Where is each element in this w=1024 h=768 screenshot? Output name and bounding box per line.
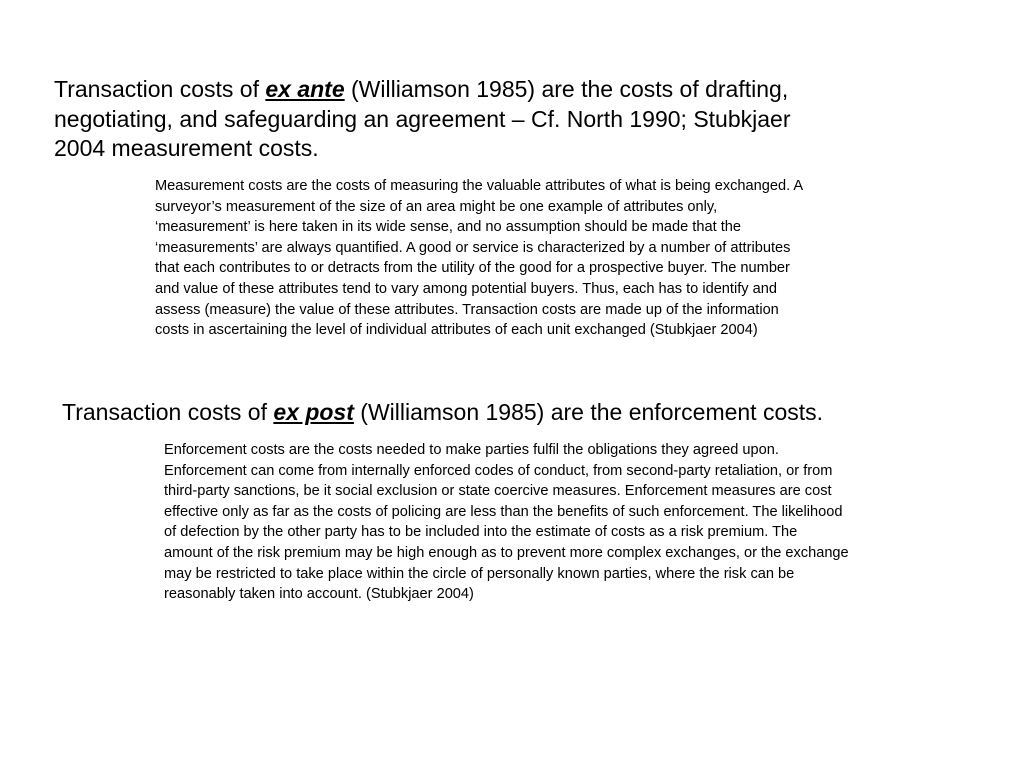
ex-post-heading-line-1 [62,398,962,428]
paragraph-line: assess (measure) the value of these attributes. Transaction costs are made up of the information [155,301,779,318]
paragraph-line: ‘measurement’ is here taken in its wide sense, and no assumption should be made that the [155,219,741,236]
measurement-costs-paragraph [155,176,920,341]
paragraph-line: Enforcement can come from internally enforced codes of conduct, from second-party retaliation, or from [164,462,833,479]
ex-ante-heading-line-2: negotiating, and safeguarding an agreement – Cf. North 1990; Stubkjaer [54,105,791,132]
enforcement-costs-paragraph [164,440,969,605]
paragraph-line: and value of these attributes tend to vary among potential buyers. Thus, each has to identify and [155,280,777,297]
ex-ante-heading-line-3: 2004 measurement costs. [54,135,319,161]
ex-ante-heading-line-1 [54,75,904,105]
paragraph-line: Enforcement costs are the costs needed to make parties fulfil the obligations they agreed upon. [164,442,779,458]
paragraph-line: amount of the risk premium may be high enough as to prevent more complex exchanges, or the exchange [164,544,849,561]
paragraph-line: that each contributes to or detracts from the utility of the good for a prospective buyer. The number [155,260,790,277]
ex-ante-heading [54,75,904,164]
ex-ante-heading-suffix: (Williamson 1985) are the costs of drafting, [344,76,789,102]
paragraph-line: costs in ascertaining the level of individual attributes of each unit exchanged (Stubkjaer 2004) [155,322,758,339]
ex-ante-term: ex ante [265,76,345,102]
paragraph-line: Measurement costs are the costs of measuring the valuable attributes of what is being exchanged. A [155,178,804,194]
paragraph-line: effective only as far as the costs of policing are less than the benefits of such enforcement. The likelihood [164,503,843,520]
ex-ante-heading-prefix: Transaction costs of [54,76,266,102]
ex-post-heading-prefix: Transaction costs of [62,399,274,425]
paragraph-line: reasonably taken into account. (Stubkjaer 2004) [164,586,474,603]
paragraph-line: surveyor’s measurement of the size of an area might be one example of attributes only, [155,198,718,215]
ex-post-heading-suffix: (Williamson 1985) are the enforcement costs. [353,399,824,425]
paragraph-line: ‘measurements’ are always quantified. A good or service is characterized by a number of attributes [155,239,791,256]
ex-post-term: ex post [273,399,354,425]
paragraph-line: of defection by the other party has to be included into the estimate of costs as a risk premium. The [164,524,798,541]
paragraph-line: third-party sanctions, be it social exclusion or state coercive measures. Enforcement measures are cost [164,483,832,500]
paragraph-line: may be restricted to take place within the circle of personally known parties, where the risk can be [164,565,795,582]
ex-post-heading [62,398,962,428]
